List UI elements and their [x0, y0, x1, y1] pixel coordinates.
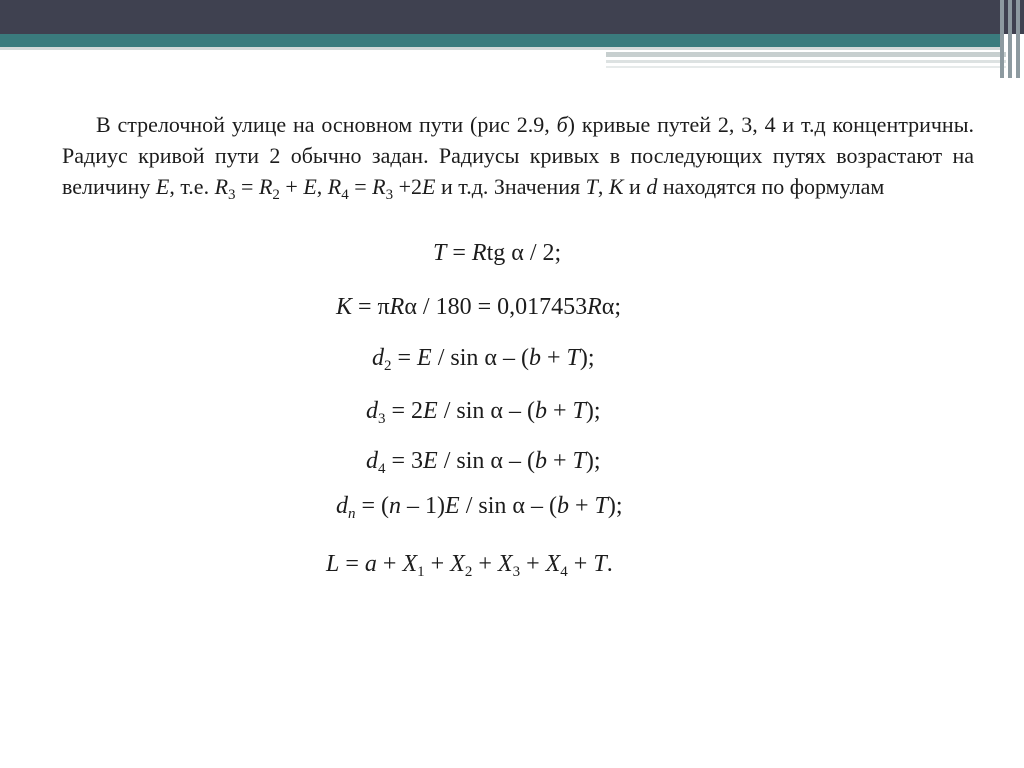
figure-letter: б — [556, 112, 568, 137]
paragraph-text: и — [623, 174, 647, 199]
slide-header-accent-line — [606, 60, 1006, 63]
inline-formula-r3: $R_3 = R_2 + E$, $R_4 = R_3 +2E$ — [214, 174, 436, 203]
slide-header-teal-band — [0, 34, 1000, 47]
slide-header-stripe — [1000, 0, 1004, 78]
paragraph-text: и т.д. Значения — [435, 174, 586, 199]
variable: E — [155, 174, 170, 199]
slide-header-accent-line — [606, 52, 1006, 57]
paragraph-text: находятся по формулам — [657, 174, 885, 199]
slide-header-grey-line — [0, 47, 1000, 50]
paragraph-text: В стрелочной улице на основном пути (рис 2.9, — [96, 112, 557, 137]
slide-header-stripe — [1016, 0, 1020, 78]
body-paragraph — [62, 109, 974, 202]
variable: d — [646, 174, 658, 199]
variable: K — [608, 174, 624, 199]
paragraph-text: , — [597, 174, 609, 199]
slide-header-accent-line — [606, 66, 1006, 68]
variable: T — [585, 174, 598, 199]
slide-header-bar — [0, 0, 1024, 34]
paragraph-text: ) кривые путей 2, 3, 4 и т.д концентричны. Радиус кривой пути 2 обычно задан. Радиусы кривых в последующих путях возрастают на величину — [62, 112, 974, 199]
slide-header-stripe — [1008, 0, 1012, 78]
paragraph-text: , т.е. — [169, 174, 215, 199]
